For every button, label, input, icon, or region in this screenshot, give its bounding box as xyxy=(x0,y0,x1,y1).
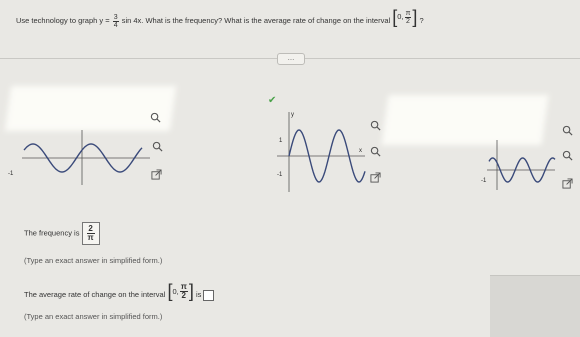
rate-is-label: is xyxy=(195,290,202,299)
rate-hint: (Type an exact answer in simplified form.) xyxy=(24,312,163,321)
check-icon: ✔ xyxy=(268,95,277,106)
rate-label: The average rate of change on the interval xyxy=(24,290,166,299)
question-suffix: ? xyxy=(419,16,424,25)
frequency-answer-row xyxy=(24,222,100,245)
side-panel xyxy=(490,275,580,337)
rate-answer-input[interactable] xyxy=(203,290,214,301)
rate-interval-fraction xyxy=(180,283,188,300)
rate-interval: [ 0, $\frac{\pi}{2}$ ] xyxy=(167,281,194,301)
popout-icon[interactable] xyxy=(151,169,162,180)
frequency-fraction xyxy=(87,225,95,242)
frequency-label: The frequency is xyxy=(24,228,80,238)
rate-interval-denominator: 2 xyxy=(181,290,186,300)
interval-left: 0, xyxy=(397,12,404,22)
popout-icon[interactable] xyxy=(370,172,381,183)
more-options-button[interactable]: ... xyxy=(277,53,305,65)
popout-icon[interactable] xyxy=(562,178,573,189)
tick-label: -1 xyxy=(8,171,14,177)
interval-numerator: π xyxy=(405,9,411,17)
coefficient-fraction xyxy=(113,14,119,29)
rate-interval-numerator: π xyxy=(180,281,187,291)
screen-glare xyxy=(381,95,548,145)
zoom-in-icon[interactable] xyxy=(150,112,161,123)
frequency-numerator: 2 xyxy=(88,224,93,233)
question-body: sin 4x. What is the frequency? What is the average rate of change on the interval xyxy=(121,16,391,25)
graph-option-c[interactable] xyxy=(481,140,557,190)
screen-glare xyxy=(5,86,176,131)
zoom-out-icon[interactable] xyxy=(152,141,163,152)
frequency-denominator: π xyxy=(87,233,94,242)
question-interval: [ 0, $\frac{\pi}{2}$ ] xyxy=(392,7,418,27)
frequency-hint: (Type an exact answer in simplified form.) xyxy=(24,256,163,265)
zoom-in-icon[interactable] xyxy=(562,125,573,136)
rate-interval-left: 0, xyxy=(172,286,179,296)
graph-option-a[interactable] xyxy=(8,130,152,185)
axis-label-y: y xyxy=(291,112,294,118)
zoom-in-icon[interactable] xyxy=(370,120,381,131)
tick-label: -1 xyxy=(481,178,487,184)
axis-label-x: x xyxy=(359,148,362,154)
tick-label: 1 xyxy=(279,138,283,144)
frequency-answer-box[interactable] xyxy=(82,222,100,245)
coef-denominator: 4 xyxy=(113,21,118,29)
rate-answer-row xyxy=(24,282,214,301)
zoom-out-icon[interactable] xyxy=(370,146,381,157)
interval-denominator: 2 xyxy=(406,17,410,25)
coef-numerator: 3 xyxy=(113,13,118,21)
interval-fraction xyxy=(405,10,412,25)
tick-label: -1 xyxy=(277,172,283,178)
graph-option-b[interactable] xyxy=(277,112,367,192)
question-text xyxy=(16,8,572,29)
question-prefix: Use technology to graph y = xyxy=(16,16,110,25)
zoom-out-icon[interactable] xyxy=(562,150,573,161)
